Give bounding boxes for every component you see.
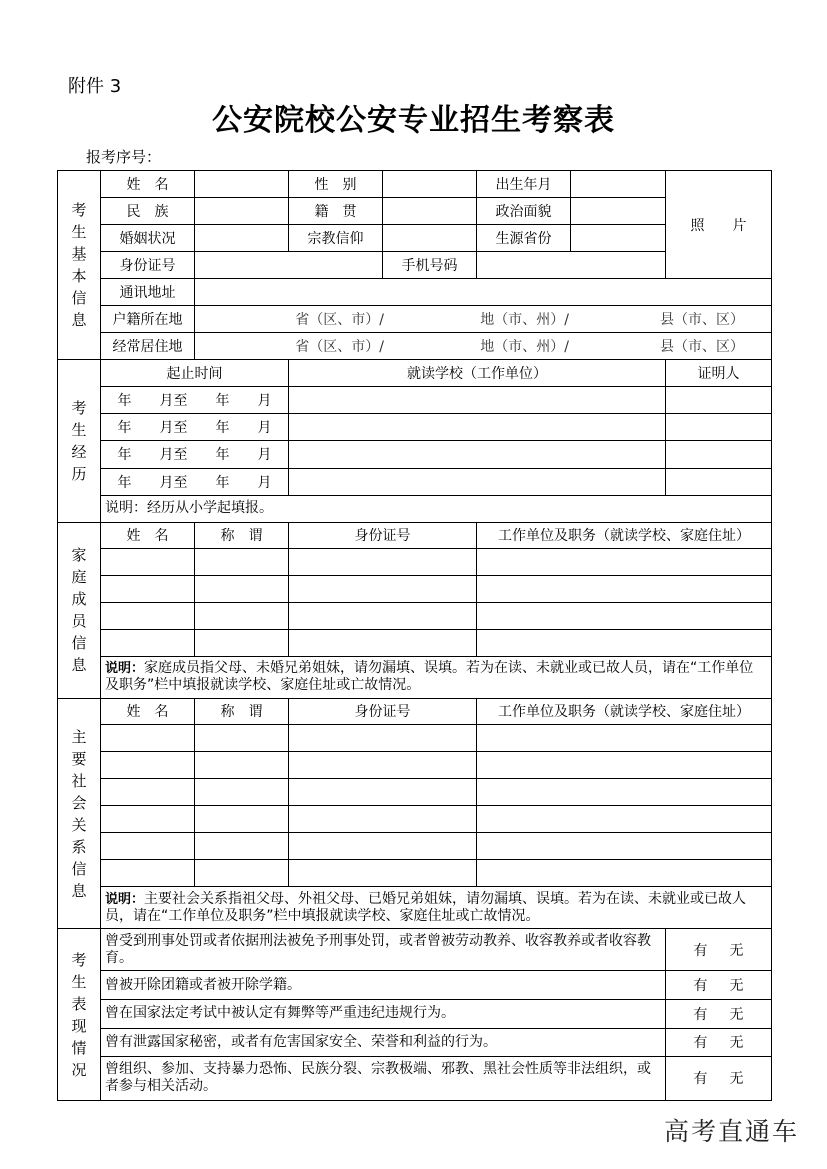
field-work[interactable] bbox=[477, 779, 772, 806]
field-id-number[interactable] bbox=[195, 252, 383, 279]
section-basic-info bbox=[58, 171, 101, 360]
label-gender: 性 别 bbox=[289, 171, 383, 198]
field-relation[interactable] bbox=[195, 860, 289, 887]
field-household[interactable] bbox=[195, 306, 772, 333]
field-work[interactable] bbox=[477, 833, 772, 860]
family-header-row bbox=[58, 522, 772, 548]
field-name[interactable] bbox=[101, 752, 195, 779]
section-family bbox=[58, 522, 101, 698]
label-residence: 经常居住地 bbox=[101, 333, 195, 360]
yes-no-choice[interactable] bbox=[666, 929, 772, 971]
col-witness: 证明人 bbox=[666, 360, 772, 387]
addr-county: 县（市、区） bbox=[660, 312, 744, 329]
col-id: 身份证号 bbox=[289, 698, 477, 724]
field-relation[interactable] bbox=[195, 806, 289, 833]
field-relation[interactable] bbox=[195, 629, 289, 656]
experience-row bbox=[58, 468, 772, 495]
experience-note-row bbox=[58, 495, 772, 522]
col-work: 工作单位及职务（就读学校、家庭住址） bbox=[477, 698, 772, 724]
field-id[interactable] bbox=[289, 548, 477, 575]
field-name[interactable] bbox=[101, 806, 195, 833]
addr-county: 县（市、区） bbox=[660, 339, 744, 356]
conduct-statement: 曾受到刑事处罚或者依据刑法被免予刑事处罚，或者曾被劳动教养、收容教养或者收容教育。 bbox=[101, 929, 666, 971]
note-label: 说明： bbox=[105, 661, 145, 677]
field-political[interactable] bbox=[571, 198, 666, 225]
field-gender[interactable] bbox=[383, 171, 477, 198]
family-row bbox=[58, 602, 772, 629]
experience-row bbox=[58, 414, 772, 441]
basic-row-4 bbox=[58, 252, 772, 279]
social-row bbox=[58, 860, 772, 887]
social-row bbox=[58, 779, 772, 806]
basic-row-5 bbox=[58, 279, 772, 306]
note-text: 主要社会关系指祖父母、外祖父母、已婚兄弟姐妹，请勿漏填、误填。若为在读、未就业或已故人员，请在“工作单位及职务”栏中填报就读学校、家庭住址或亡故情况。 bbox=[105, 890, 747, 924]
yes-no-choice[interactable] bbox=[666, 1056, 772, 1100]
field-period[interactable]: 年 月至 年 月 bbox=[101, 468, 289, 495]
col-work: 工作单位及职务（就读学校、家庭住址） bbox=[477, 522, 772, 548]
field-witness[interactable] bbox=[666, 468, 772, 495]
field-work[interactable] bbox=[477, 806, 772, 833]
field-relation[interactable] bbox=[195, 833, 289, 860]
label-birth: 出生年月 bbox=[477, 171, 571, 198]
field-name[interactable] bbox=[101, 779, 195, 806]
field-witness[interactable] bbox=[666, 414, 772, 441]
field-period[interactable]: 年 月至 年 月 bbox=[101, 414, 289, 441]
field-id[interactable] bbox=[289, 860, 477, 887]
family-row bbox=[58, 548, 772, 575]
conduct-statement: 曾在国家法定考试中被认定有舞弊等严重违纪违规行为。 bbox=[101, 1000, 666, 1028]
field-period[interactable]: 年 月至 年 月 bbox=[101, 387, 289, 414]
inspection-form-table bbox=[57, 170, 772, 1101]
field-work[interactable] bbox=[477, 629, 772, 656]
section-social bbox=[58, 698, 101, 928]
label-marital: 婚姻状况 bbox=[101, 225, 195, 252]
field-school[interactable] bbox=[289, 441, 666, 468]
field-relation[interactable] bbox=[195, 779, 289, 806]
experience-note: 说明：经历从小学起填报。 bbox=[101, 495, 772, 522]
label-household: 户籍所在地 bbox=[101, 306, 195, 333]
page-title: 公安院校公安专业招生考察表 bbox=[212, 103, 615, 138]
col-name: 姓 名 bbox=[101, 698, 195, 724]
yes-option[interactable]: 有 bbox=[693, 942, 708, 959]
section-label: 家 庭 成 员 信 息 bbox=[71, 546, 87, 675]
field-school[interactable] bbox=[289, 387, 666, 414]
field-id[interactable] bbox=[289, 629, 477, 656]
conduct-statement: 曾组织、参加、支持暴力恐怖、民族分裂、宗教极端、邪教、黑社会性质等非法组织，或者参与相关活动。 bbox=[101, 1056, 666, 1100]
social-note-row bbox=[58, 887, 772, 929]
conduct-statement: 曾被开除团籍或者被开除学籍。 bbox=[101, 971, 666, 1000]
social-row bbox=[58, 724, 772, 751]
label-religion: 宗教信仰 bbox=[289, 225, 383, 252]
field-name[interactable] bbox=[195, 171, 289, 198]
basic-row-2 bbox=[58, 198, 772, 225]
social-header-row bbox=[58, 698, 772, 724]
no-option[interactable]: 无 bbox=[729, 1035, 744, 1052]
field-work[interactable] bbox=[477, 752, 772, 779]
col-school: 就读学校（工作单位） bbox=[289, 360, 666, 387]
field-id[interactable] bbox=[289, 833, 477, 860]
field-origin-province[interactable] bbox=[571, 225, 666, 252]
attachment-label: 附件 3 bbox=[68, 76, 122, 97]
note-label: 说明： bbox=[105, 891, 145, 907]
col-id: 身份证号 bbox=[289, 522, 477, 548]
social-note bbox=[101, 887, 772, 929]
col-name: 姓 名 bbox=[101, 522, 195, 548]
section-label: 考 生 表 现 情 况 bbox=[71, 950, 87, 1079]
section-experience bbox=[58, 360, 101, 522]
field-school[interactable] bbox=[289, 414, 666, 441]
col-relation: 称 谓 bbox=[195, 522, 289, 548]
field-work[interactable] bbox=[477, 602, 772, 629]
label-political: 政治面貌 bbox=[477, 198, 571, 225]
label-name: 姓 名 bbox=[101, 171, 195, 198]
social-row bbox=[58, 752, 772, 779]
label-origin-province: 生源省份 bbox=[477, 225, 571, 252]
field-relation[interactable] bbox=[195, 548, 289, 575]
yes-no-choice[interactable] bbox=[666, 1000, 772, 1028]
family-row bbox=[58, 575, 772, 602]
field-name[interactable] bbox=[101, 548, 195, 575]
field-birth[interactable] bbox=[571, 171, 666, 198]
field-id[interactable] bbox=[289, 779, 477, 806]
col-relation: 称 谓 bbox=[195, 698, 289, 724]
section-label: 主 要 社 会 关 系 信 息 bbox=[71, 727, 87, 900]
field-name[interactable] bbox=[101, 575, 195, 602]
addr-province: 省（区、市）/ bbox=[295, 312, 384, 329]
field-name[interactable] bbox=[101, 860, 195, 887]
col-period: 起止时间 bbox=[101, 360, 289, 387]
field-id[interactable] bbox=[289, 806, 477, 833]
field-witness[interactable] bbox=[666, 441, 772, 468]
basic-row-3 bbox=[58, 225, 772, 252]
field-native-place[interactable] bbox=[383, 198, 477, 225]
field-relation[interactable] bbox=[195, 575, 289, 602]
experience-row bbox=[58, 441, 772, 468]
section-conduct bbox=[58, 929, 101, 1101]
note-text: 家庭成员指父母、未婚兄弟姐妹，请勿漏填、误填。若为在读、未就业或已故人员，请在“工作单位及职务”栏中填报就读学校、家庭住址或亡故情况。 bbox=[105, 660, 754, 694]
no-option[interactable]: 无 bbox=[729, 942, 744, 959]
field-name[interactable] bbox=[101, 724, 195, 751]
addr-city: 地（市、州）/ bbox=[480, 312, 569, 329]
experience-row bbox=[58, 387, 772, 414]
field-relation[interactable] bbox=[195, 752, 289, 779]
field-id[interactable] bbox=[289, 752, 477, 779]
social-row bbox=[58, 806, 772, 833]
label-phone: 手机号码 bbox=[383, 252, 477, 279]
no-option[interactable]: 无 bbox=[729, 1071, 744, 1088]
yes-no-choice[interactable] bbox=[666, 1028, 772, 1056]
field-id[interactable] bbox=[289, 602, 477, 629]
conduct-row bbox=[58, 1028, 772, 1056]
field-residence[interactable] bbox=[195, 333, 772, 360]
yes-option[interactable]: 有 bbox=[693, 1071, 708, 1088]
field-witness[interactable] bbox=[666, 387, 772, 414]
basic-row-1 bbox=[58, 171, 772, 198]
field-marital[interactable] bbox=[195, 225, 289, 252]
family-note-row bbox=[58, 656, 772, 698]
field-relation[interactable] bbox=[195, 724, 289, 751]
yes-no-choice[interactable] bbox=[666, 971, 772, 1000]
basic-row-7 bbox=[58, 333, 772, 360]
addr-city: 地（市、州）/ bbox=[480, 339, 569, 356]
addr-province: 省（区、市）/ bbox=[295, 339, 384, 356]
field-id[interactable] bbox=[289, 724, 477, 751]
field-work[interactable] bbox=[477, 575, 772, 602]
field-religion[interactable] bbox=[383, 225, 477, 252]
field-phone[interactable] bbox=[477, 252, 666, 279]
field-id[interactable] bbox=[289, 575, 477, 602]
yes-option[interactable]: 有 bbox=[693, 1006, 708, 1023]
family-note bbox=[101, 656, 772, 698]
label-id-number: 身份证号 bbox=[101, 252, 195, 279]
field-school[interactable] bbox=[289, 468, 666, 495]
yes-option[interactable]: 有 bbox=[693, 978, 708, 995]
field-address[interactable] bbox=[195, 279, 772, 306]
field-work[interactable] bbox=[477, 724, 772, 751]
no-option[interactable]: 无 bbox=[729, 978, 744, 995]
basic-row-6 bbox=[58, 306, 772, 333]
field-ethnicity[interactable] bbox=[195, 198, 289, 225]
conduct-row bbox=[58, 929, 772, 971]
family-row bbox=[58, 629, 772, 656]
conduct-row bbox=[58, 971, 772, 1000]
watermark: 高考直通车 bbox=[663, 1117, 799, 1146]
section-label: 考 生 基 本 信 息 bbox=[71, 201, 87, 330]
conduct-row bbox=[58, 1000, 772, 1028]
field-work[interactable] bbox=[477, 548, 772, 575]
social-row bbox=[58, 833, 772, 860]
no-option[interactable]: 无 bbox=[729, 1006, 744, 1023]
section-label: 考 生 经 历 bbox=[71, 398, 87, 483]
field-work[interactable] bbox=[477, 860, 772, 887]
sequence-number-label: 报考序号： bbox=[86, 148, 162, 166]
conduct-statement: 曾有泄露国家秘密，或者有危害国家安全、荣誉和利益的行为。 bbox=[101, 1028, 666, 1056]
field-name[interactable] bbox=[101, 833, 195, 860]
field-relation[interactable] bbox=[195, 602, 289, 629]
label-address: 通讯地址 bbox=[101, 279, 195, 306]
field-name[interactable] bbox=[101, 629, 195, 656]
label-ethnicity: 民 族 bbox=[101, 198, 195, 225]
field-name[interactable] bbox=[101, 602, 195, 629]
conduct-row bbox=[58, 1056, 772, 1100]
field-period[interactable]: 年 月至 年 月 bbox=[101, 441, 289, 468]
experience-header-row bbox=[58, 360, 772, 387]
yes-option[interactable]: 有 bbox=[693, 1035, 708, 1052]
photo-box[interactable]: 照 片 bbox=[666, 171, 772, 279]
label-native-place: 籍 贯 bbox=[289, 198, 383, 225]
